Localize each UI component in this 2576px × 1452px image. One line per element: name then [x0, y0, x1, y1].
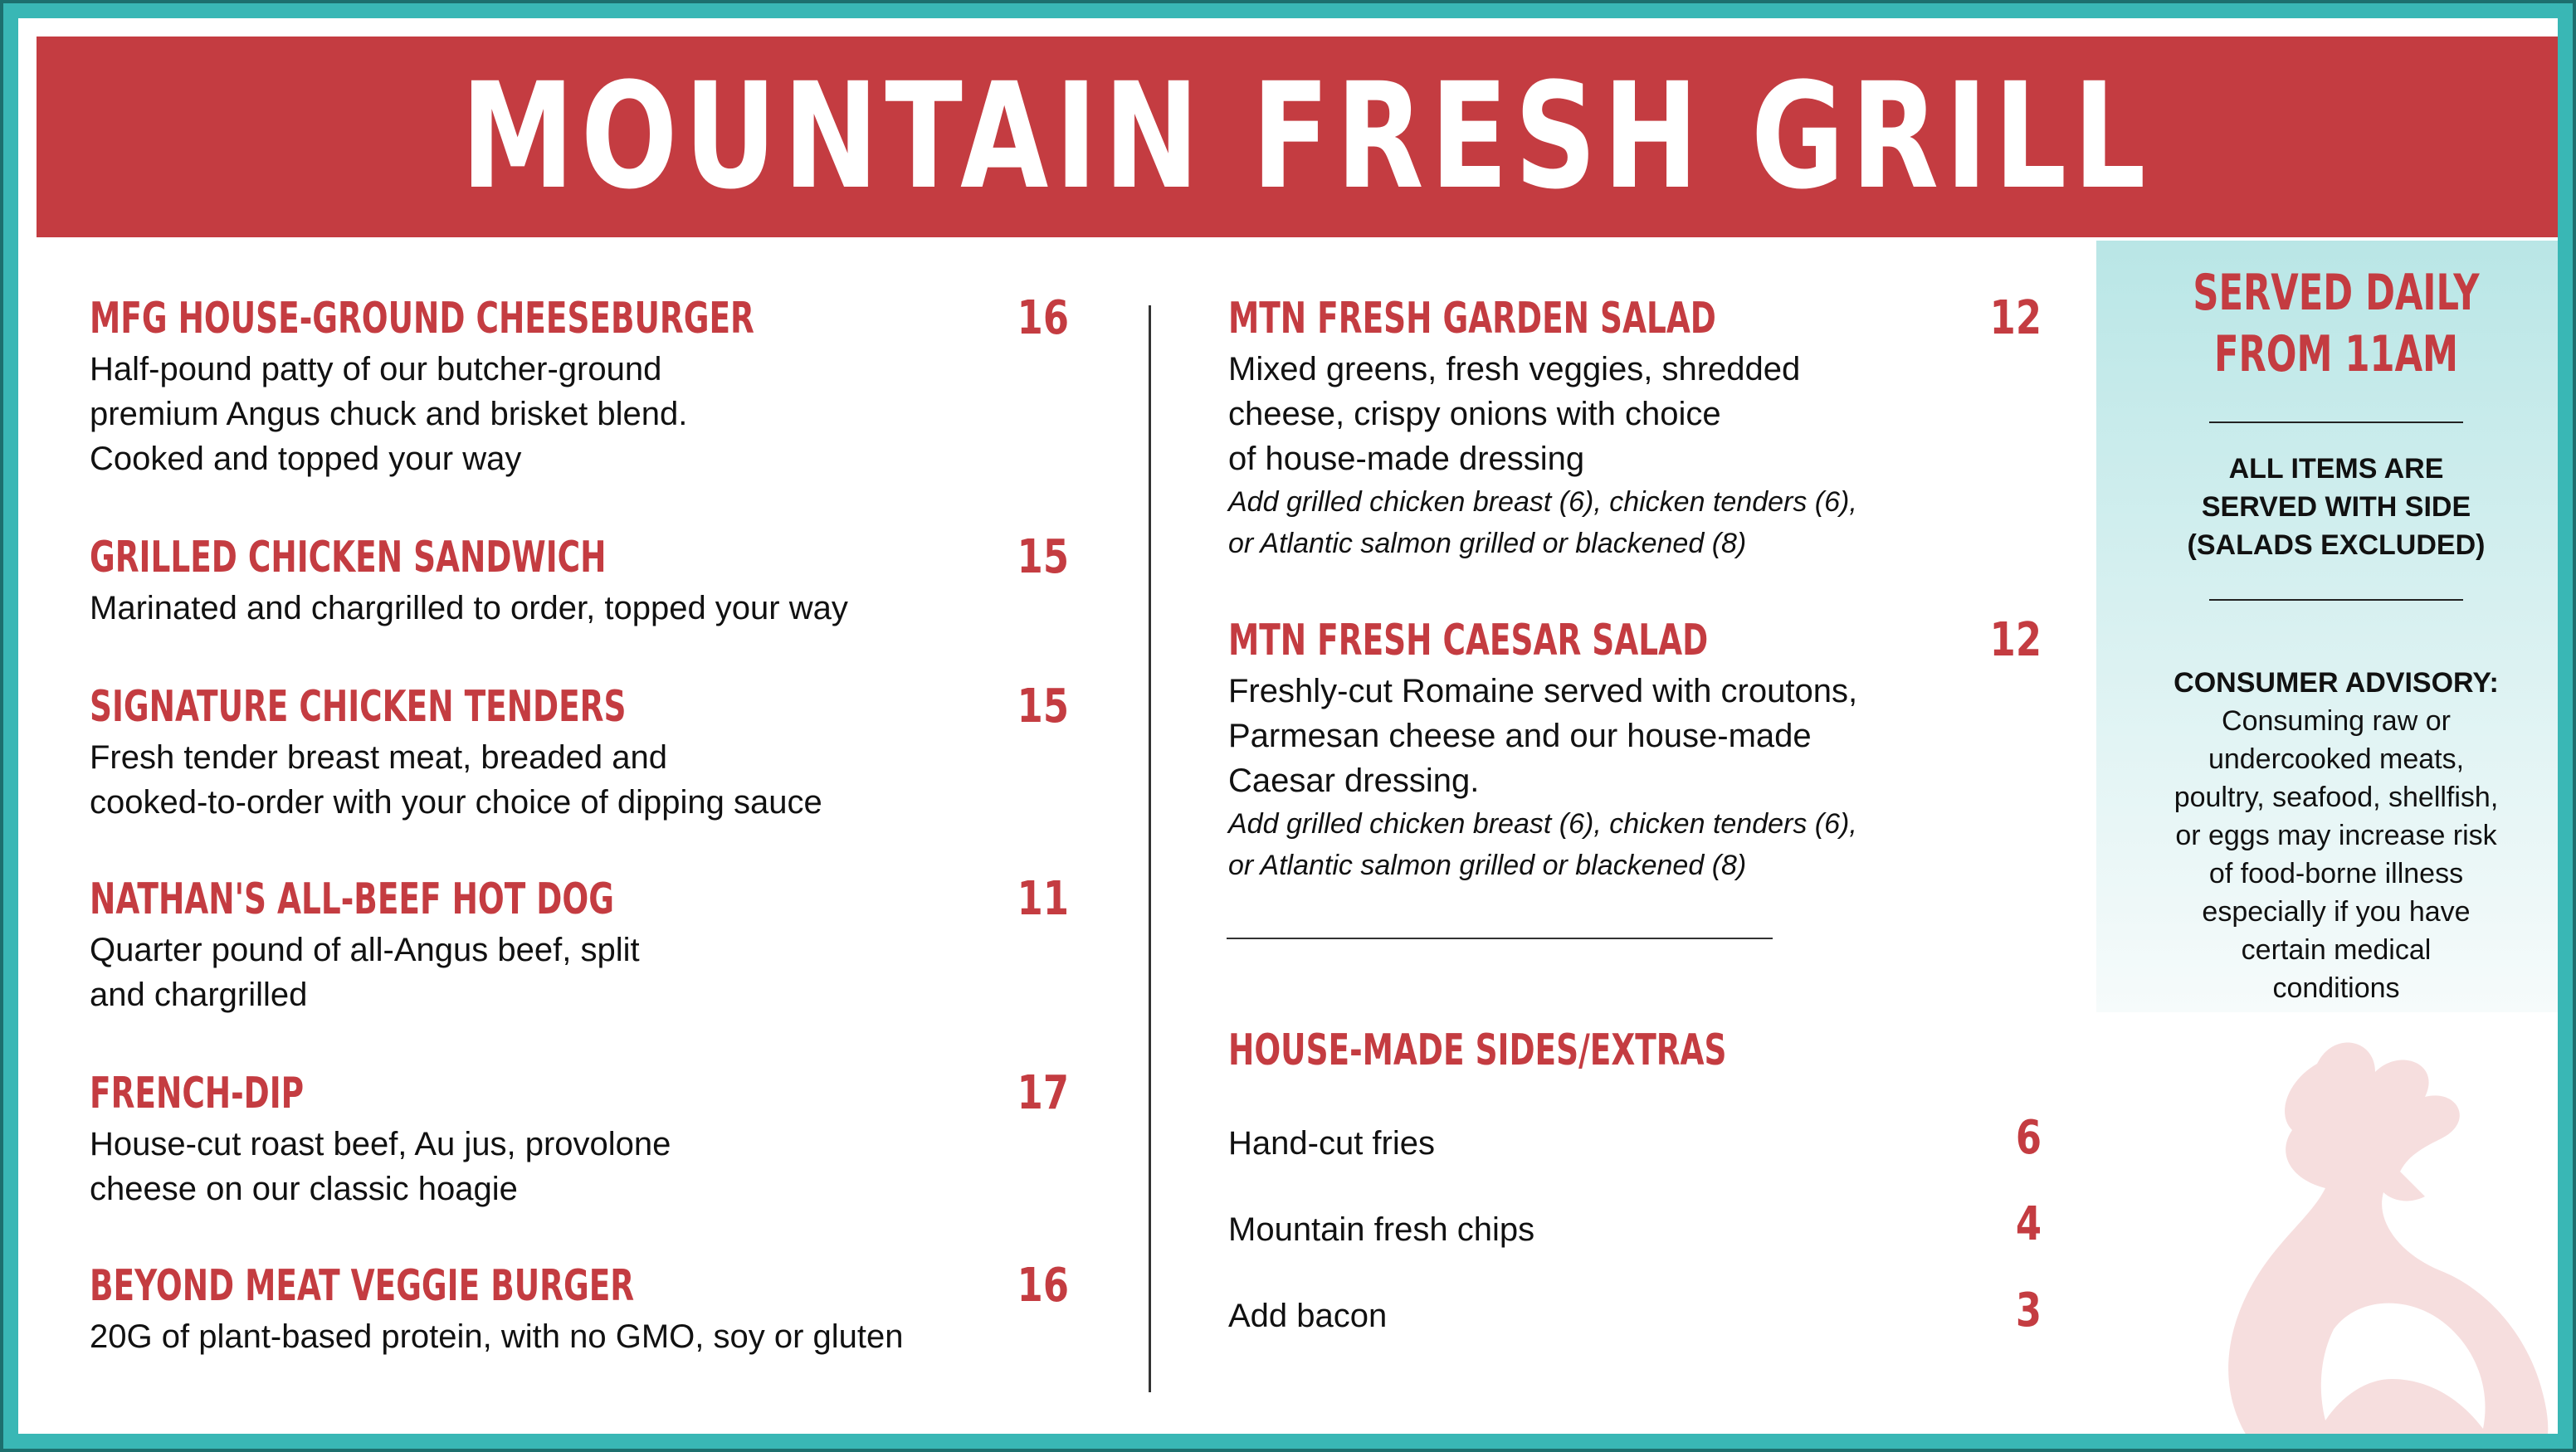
menu-item-desc: Quarter pound of all-Angus beef, split	[90, 932, 640, 968]
advisory-line: Consuming raw or	[2222, 705, 2451, 737]
salad-item-desc: Parmesan cheese and our house-made	[1228, 718, 1812, 754]
menu-item-name: FRENCH-DIP	[90, 1069, 305, 1118]
salad-item-desc: Caesar dressing.	[1228, 763, 1480, 799]
advisory-title: CONSUMER ADVISORY:	[2174, 667, 2499, 699]
served-line: FROM 11AM	[2213, 325, 2459, 383]
section-divider	[1227, 938, 1773, 939]
menu-item-price: 16	[1017, 1259, 1069, 1313]
info-sidebar	[2096, 241, 2576, 1012]
side-item-name: Mountain fresh chips	[1228, 1211, 1535, 1248]
menu-item-price: 15	[1017, 680, 1069, 733]
menu-item-name: NATHAN'S ALL-BEEF HOT DOG	[90, 875, 614, 924]
advisory-line: or eggs may increase risk	[2175, 820, 2497, 851]
menu-item-name: MFG HOUSE-GROUND CHEESEBURGER	[90, 294, 754, 344]
advisory-line: poultry, seafood, shellfish,	[2174, 782, 2499, 813]
menu-item-price: 16	[1017, 291, 1069, 345]
advisory-line: undercooked meats,	[2208, 743, 2465, 775]
menu-item-desc: premium Angus chuck and brisket blend.	[90, 396, 688, 432]
menu-item-name: GRILLED CHICKEN SANDWICH	[90, 533, 607, 582]
menu-item-desc: cheese on our classic hoagie	[90, 1171, 518, 1207]
side-note-line: SERVED WITH SIDE	[2201, 491, 2471, 523]
sidebar-divider	[2209, 421, 2463, 423]
salad-addon: or Atlantic salmon grilled or blackened (8)	[1228, 850, 1747, 881]
salad-item-name: MTN FRESH GARDEN SALAD	[1228, 294, 1716, 344]
menu-item-desc: House-cut roast beef, Au jus, provolone	[90, 1126, 671, 1162]
menu-item-desc: cooked-to-order with your choice of dipping sauce	[90, 784, 822, 821]
side-note-line: (SALADS EXCLUDED)	[2187, 529, 2486, 561]
menu-item-desc: Half-pound patty of our butcher-ground	[90, 351, 662, 387]
served-line: SERVED DAILY	[2193, 264, 2480, 322]
salad-item-desc: Freshly-cut Romaine served with croutons,	[1228, 673, 1858, 709]
advisory-line: especially if you have	[2202, 896, 2471, 928]
menu-item-desc: 20G of plant-based protein, with no GMO, soy or gluten	[90, 1318, 904, 1355]
advisory-line: conditions	[2272, 972, 2400, 1004]
menu-item-price: 17	[1017, 1066, 1069, 1120]
side-item-price: 4	[2015, 1197, 2042, 1251]
served-hours	[2164, 262, 2509, 385]
salad-item-desc: of house-made dressing	[1228, 441, 1585, 477]
side-item-price: 6	[2015, 1111, 2042, 1165]
side-item-name: Hand-cut fries	[1228, 1125, 1435, 1162]
salad-item-desc: Mixed greens, fresh veggies, shredded	[1228, 351, 1801, 387]
salad-item-name: MTN FRESH CAESAR SALAD	[1228, 616, 1709, 665]
header-banner	[37, 37, 2576, 237]
salad-item-price: 12	[1989, 291, 2042, 345]
menu-item-name: BEYOND MEAT VEGGIE BURGER	[90, 1261, 635, 1311]
menu-item-desc: Marinated and chargrilled to order, topped your way	[90, 590, 848, 626]
menu-item-name: SIGNATURE CHICKEN TENDERS	[90, 682, 627, 732]
sides-title: HOUSE-MADE SIDES/EXTRAS	[1228, 1026, 1727, 1075]
menu-item-desc: and chargrilled	[90, 977, 308, 1013]
column-divider	[1149, 305, 1151, 1392]
sidebar-divider	[2209, 599, 2463, 601]
salad-addon: Add grilled chicken breast (6), chicken tenders (6),	[1228, 808, 1857, 840]
menu-item-price: 11	[1017, 872, 1069, 926]
restaurant-title: MOUNTAIN FRESH GRILL	[461, 51, 2152, 222]
menu-item-price: 15	[1017, 530, 1069, 584]
side-note-line: ALL ITEMS ARE	[2228, 453, 2444, 485]
advisory-line: of food-borne illness	[2208, 858, 2464, 889]
side-item-price: 3	[2015, 1284, 2042, 1337]
side-item-name: Add bacon	[1228, 1298, 1388, 1334]
salad-addon: or Atlantic salmon grilled or blackened (8)	[1228, 528, 1747, 559]
advisory-text	[2096, 702, 2576, 1007]
menu-item-desc: Fresh tender breast meat, breaded and	[90, 739, 667, 776]
side-note	[2096, 450, 2576, 564]
advisory-line: certain medical	[2241, 934, 2432, 966]
rooster-watermark-icon	[2126, 1031, 2576, 1452]
salad-addon: Add grilled chicken breast (6), chicken tenders (6),	[1228, 486, 1857, 518]
salad-item-price: 12	[1989, 613, 2042, 667]
salad-item-desc: cheese, crispy onions with choice	[1228, 396, 1721, 432]
menu-item-desc: Cooked and topped your way	[90, 441, 522, 477]
